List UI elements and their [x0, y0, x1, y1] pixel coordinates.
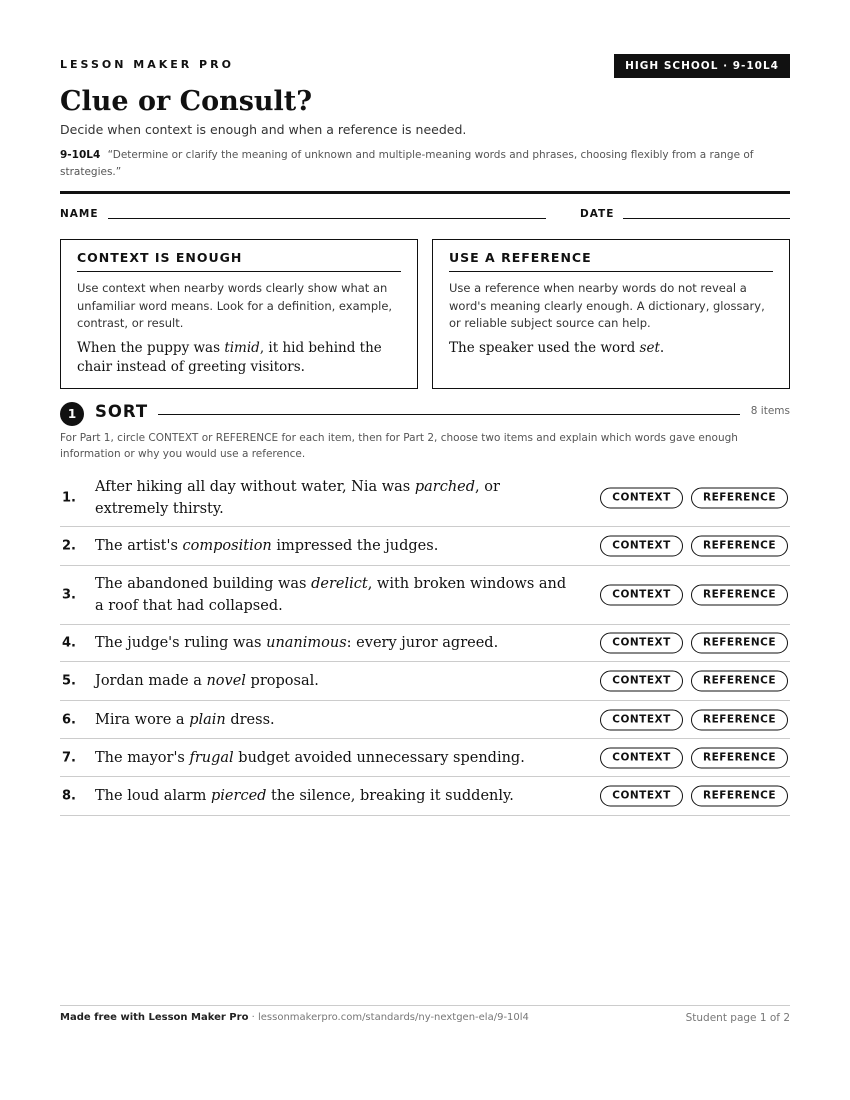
box-body: Use a reference when nearby words do not reveal a word's meaning clearly enough. A dictionary, glossary, or reliable subject source can help.: [449, 281, 765, 330]
list-item: [60, 739, 790, 777]
name-field[interactable]: [108, 218, 546, 219]
example-word: set: [639, 339, 660, 356]
item-number: 5.: [62, 673, 76, 689]
page-number: Student page 1 of 2: [685, 1012, 790, 1024]
reference-option[interactable]: REFERENCE: [691, 671, 788, 692]
item-sentence: Jordan made a novel proposal.: [95, 673, 319, 689]
reference-option[interactable]: REFERENCE: [691, 536, 788, 557]
list-item: [60, 777, 790, 816]
page-subtitle: Decide when context is enough and when a reference is needed.: [60, 122, 467, 137]
target-word: frugal: [189, 749, 234, 766]
item-number: 6.: [62, 712, 76, 727]
item-number: 4.: [62, 635, 76, 651]
item-number: 7.: [62, 750, 76, 765]
context-option[interactable]: CONTEXT: [600, 709, 683, 730]
target-word: novel: [206, 673, 246, 689]
box-example: When the puppy was timid, it hid behind the chair instead of greeting visitors.: [77, 339, 382, 375]
item-sentence: The judge's ruling was unanimous: every juror agreed.: [95, 635, 499, 651]
context-option[interactable]: CONTEXT: [600, 671, 683, 692]
section-number-badge: 1: [60, 402, 84, 426]
name-label: NAME: [60, 208, 99, 220]
section-instructions: For Part 1, circle CONTEXT or REFERENCE for each item, then for Part 2, choose two items and explain which words gave enough information or why you would use a reference.: [60, 432, 738, 460]
item-sentence: The artist's composition impressed the judges.: [95, 538, 439, 554]
list-item: [60, 625, 790, 662]
date-label: DATE: [580, 208, 615, 220]
standard-code: 9-10L4: [60, 149, 101, 161]
footer-credit: [60, 1012, 529, 1023]
item-sentence: After hiking all day without water, Nia was parched, or extremely thirsty.: [95, 479, 500, 517]
standard-text: “Determine or clarify the meaning of unknown and multiple-meaning words and phrases, choosing flexibly from a range of strategies.”: [60, 149, 754, 178]
section-divider: [158, 414, 740, 415]
reference-option[interactable]: REFERENCE: [691, 585, 788, 606]
box-title: CONTEXT IS ENOUGH: [77, 250, 401, 272]
list-item: [60, 701, 790, 739]
reference-option[interactable]: REFERENCE: [691, 709, 788, 730]
footer-divider: [60, 1005, 790, 1006]
list-item: [60, 527, 790, 566]
item-sentence: The mayor's frugal budget avoided unnecessary spending.: [95, 749, 525, 766]
list-item: [60, 470, 790, 527]
reference-option[interactable]: REFERENCE: [691, 633, 788, 654]
target-word: pierced: [211, 788, 267, 804]
target-word: unanimous: [266, 635, 347, 651]
reference-option[interactable]: REFERENCE: [691, 786, 788, 807]
context-option[interactable]: CONTEXT: [600, 488, 683, 509]
list-item: [60, 566, 790, 625]
item-list: [60, 470, 790, 816]
context-option[interactable]: CONTEXT: [600, 747, 683, 768]
box-body: Use context when nearby words clearly show what an unfamiliar word means. Look for a definition, example, contrast, or result.: [77, 281, 393, 330]
footer-made: Made free with Lesson Maker Pro: [60, 1012, 249, 1023]
target-word: derelict: [311, 576, 368, 592]
item-count: 8 items: [750, 405, 790, 417]
date-field[interactable]: [623, 218, 790, 219]
context-info-box: [60, 239, 418, 389]
item-sentence: The abandoned building was derelict, with broken windows and a roof that had collapsed.: [95, 576, 567, 614]
item-sentence: Mira wore a plain dress.: [95, 711, 275, 728]
context-option[interactable]: CONTEXT: [600, 585, 683, 606]
box-example: The speaker used the word set.: [449, 339, 665, 356]
context-option[interactable]: CONTEXT: [600, 633, 683, 654]
example-word: timid: [224, 339, 260, 356]
target-word: composition: [182, 538, 272, 554]
grade-badge: HIGH SCHOOL · 9-10L4: [614, 54, 790, 78]
header-divider: [60, 191, 790, 194]
reference-info-box: [432, 239, 790, 389]
standard-description: [60, 147, 790, 181]
item-number: 8.: [62, 788, 76, 804]
target-word: parched: [414, 479, 476, 495]
worksheet-header: [60, 54, 790, 78]
item-number: 3.: [62, 587, 76, 603]
box-title: USE A REFERENCE: [449, 250, 773, 272]
reference-option[interactable]: REFERENCE: [691, 747, 788, 768]
section-title: SORT: [95, 402, 149, 421]
page-title: Clue or Consult?: [60, 86, 313, 117]
item-number: 1.: [62, 490, 76, 506]
footer-link[interactable]: · lessonmakerpro.com/standards/ny-nextgen-ela/9-10l4: [248, 1012, 529, 1023]
context-option[interactable]: CONTEXT: [600, 536, 683, 557]
list-item: [60, 662, 790, 701]
target-word: plain: [189, 711, 226, 728]
context-option[interactable]: CONTEXT: [600, 786, 683, 807]
item-number: 2.: [62, 538, 76, 554]
brand-name: LESSON MAKER PRO: [60, 58, 234, 71]
reference-option[interactable]: REFERENCE: [691, 488, 788, 509]
item-sentence: The loud alarm pierced the silence, breaking it suddenly.: [95, 788, 514, 804]
